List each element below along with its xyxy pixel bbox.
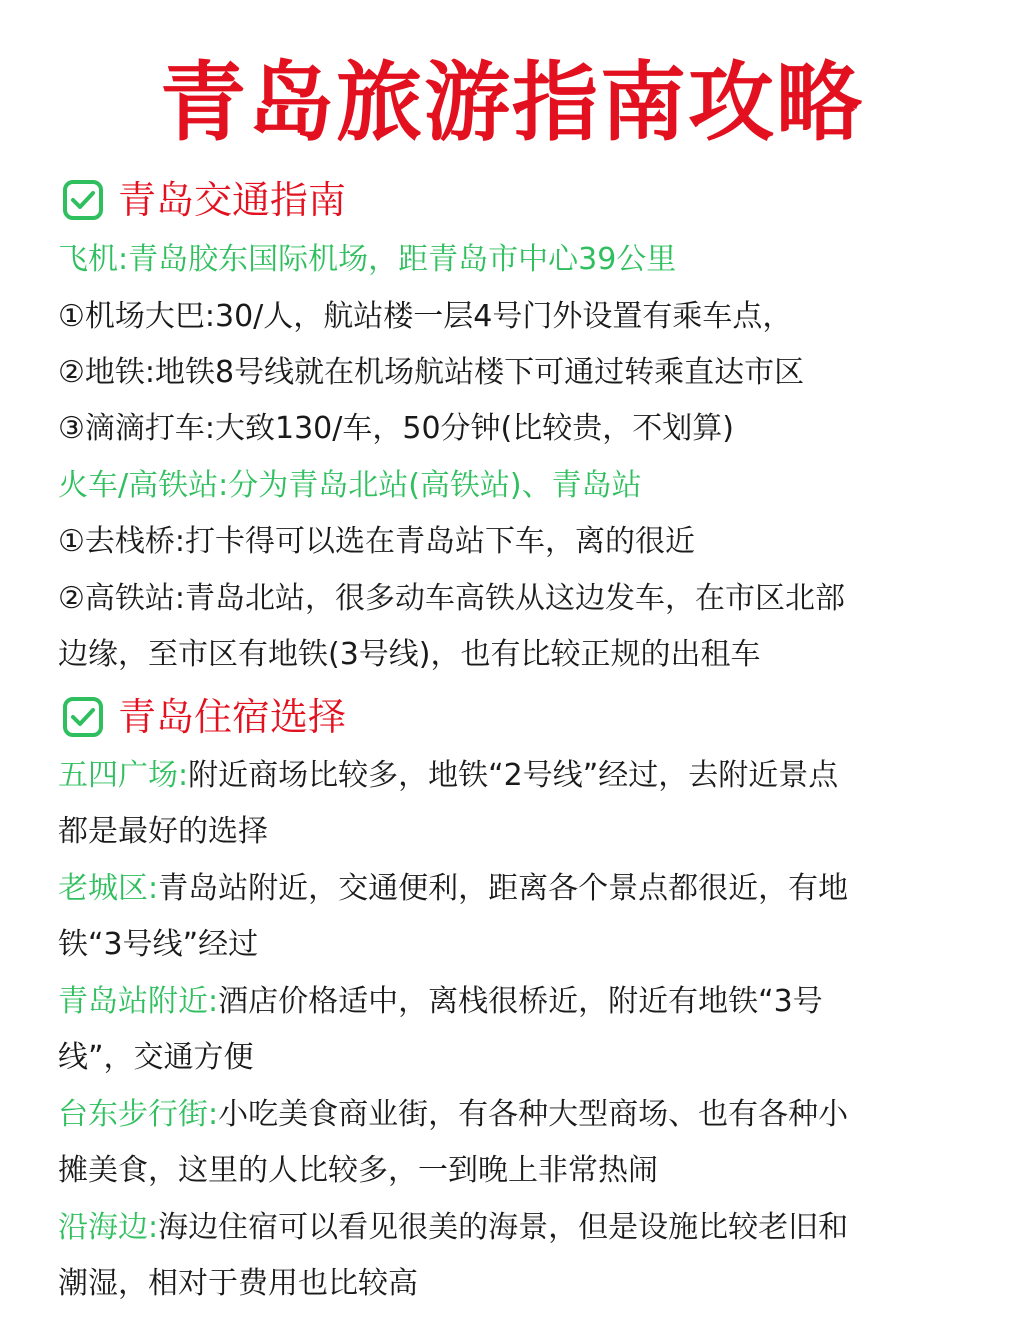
lodging-item-label: 青岛站附近:	[58, 984, 219, 1019]
lodging-item-text-continued: 铁“3号线”经过	[58, 927, 259, 962]
page-title: 青岛旅游指南攻略	[160, 53, 864, 153]
lodging-item-text-continued: 潮湿，相对于费用也比较高	[58, 1266, 418, 1301]
lodging-item-text: 酒店价格适中，离栈很桥近，附近有地铁“3号	[218, 984, 823, 1019]
lodging-item-text-continued: 都是最好的选择	[58, 814, 268, 849]
transport-train-item: ②高铁站:青岛北站，很多动车高铁从这边发车，在市区北部	[58, 581, 846, 616]
transport-plane-item: ①机场大巴:30/人，航站楼一层4号门外设置有乘车点，	[58, 299, 793, 334]
section-heading-transport	[62, 175, 346, 225]
lodging-item-taidong	[58, 1091, 848, 1139]
section-heading-label: 青岛交通指南	[118, 178, 347, 222]
lodging-item-label: 老城区:	[58, 871, 159, 906]
lodging-item-text: 小吃美食商业街，有各种大型商场、也有各种小	[218, 1097, 849, 1132]
section-heading-lodging	[62, 692, 346, 742]
transport-train-item: ①去栈桥:打卡得可以选在青岛站下车，离的很近	[58, 524, 696, 559]
lodging-item-text: 附近商场比较多，地铁“2号线”经过，去附近景点	[188, 758, 839, 793]
transport-plane-line: 飞机:青岛胶东国际机场，距青岛市中心39公里	[58, 242, 677, 277]
lodging-item-label: 沿海边:	[58, 1210, 159, 1245]
transport-plane-item: ②地铁:地铁8号线就在机场航站楼下可通过转乘直达市区	[58, 355, 805, 390]
checkbox-checked-icon	[62, 696, 104, 738]
lodging-item-text-continued: 线”，交通方便	[58, 1040, 254, 1075]
lodging-item-text: 青岛站附近，交通便利，距离各个景点都很近，有地	[158, 871, 849, 906]
lodging-item-old-town	[58, 865, 848, 913]
lodging-item-label: 五四广场:	[58, 758, 189, 793]
lodging-item-text: 海边住宿可以看见很美的海景，但是设施比较老旧和	[158, 1210, 849, 1245]
lodging-item-seaside	[58, 1204, 848, 1252]
transport-train-item-continued: 边缘，至市区有地铁(3号线)，也有比较正规的出租车	[58, 637, 761, 672]
section-heading-label: 青岛住宿选择	[118, 695, 347, 739]
lodging-item-label: 台东步行街:	[58, 1097, 219, 1132]
transport-train-line: 火车/高铁站:分为青岛北站(高铁站)、青岛站	[58, 468, 642, 503]
lodging-item-wusi	[58, 752, 838, 800]
transport-plane-item: ③滴滴打车:大致130/车，50分钟(比较贵，不划算)	[58, 411, 734, 446]
lodging-item-station	[58, 978, 823, 1026]
lodging-item-text-continued: 摊美食，这里的人比较多，一到晚上非常热闹	[58, 1153, 658, 1188]
checkbox-checked-icon	[62, 179, 104, 221]
